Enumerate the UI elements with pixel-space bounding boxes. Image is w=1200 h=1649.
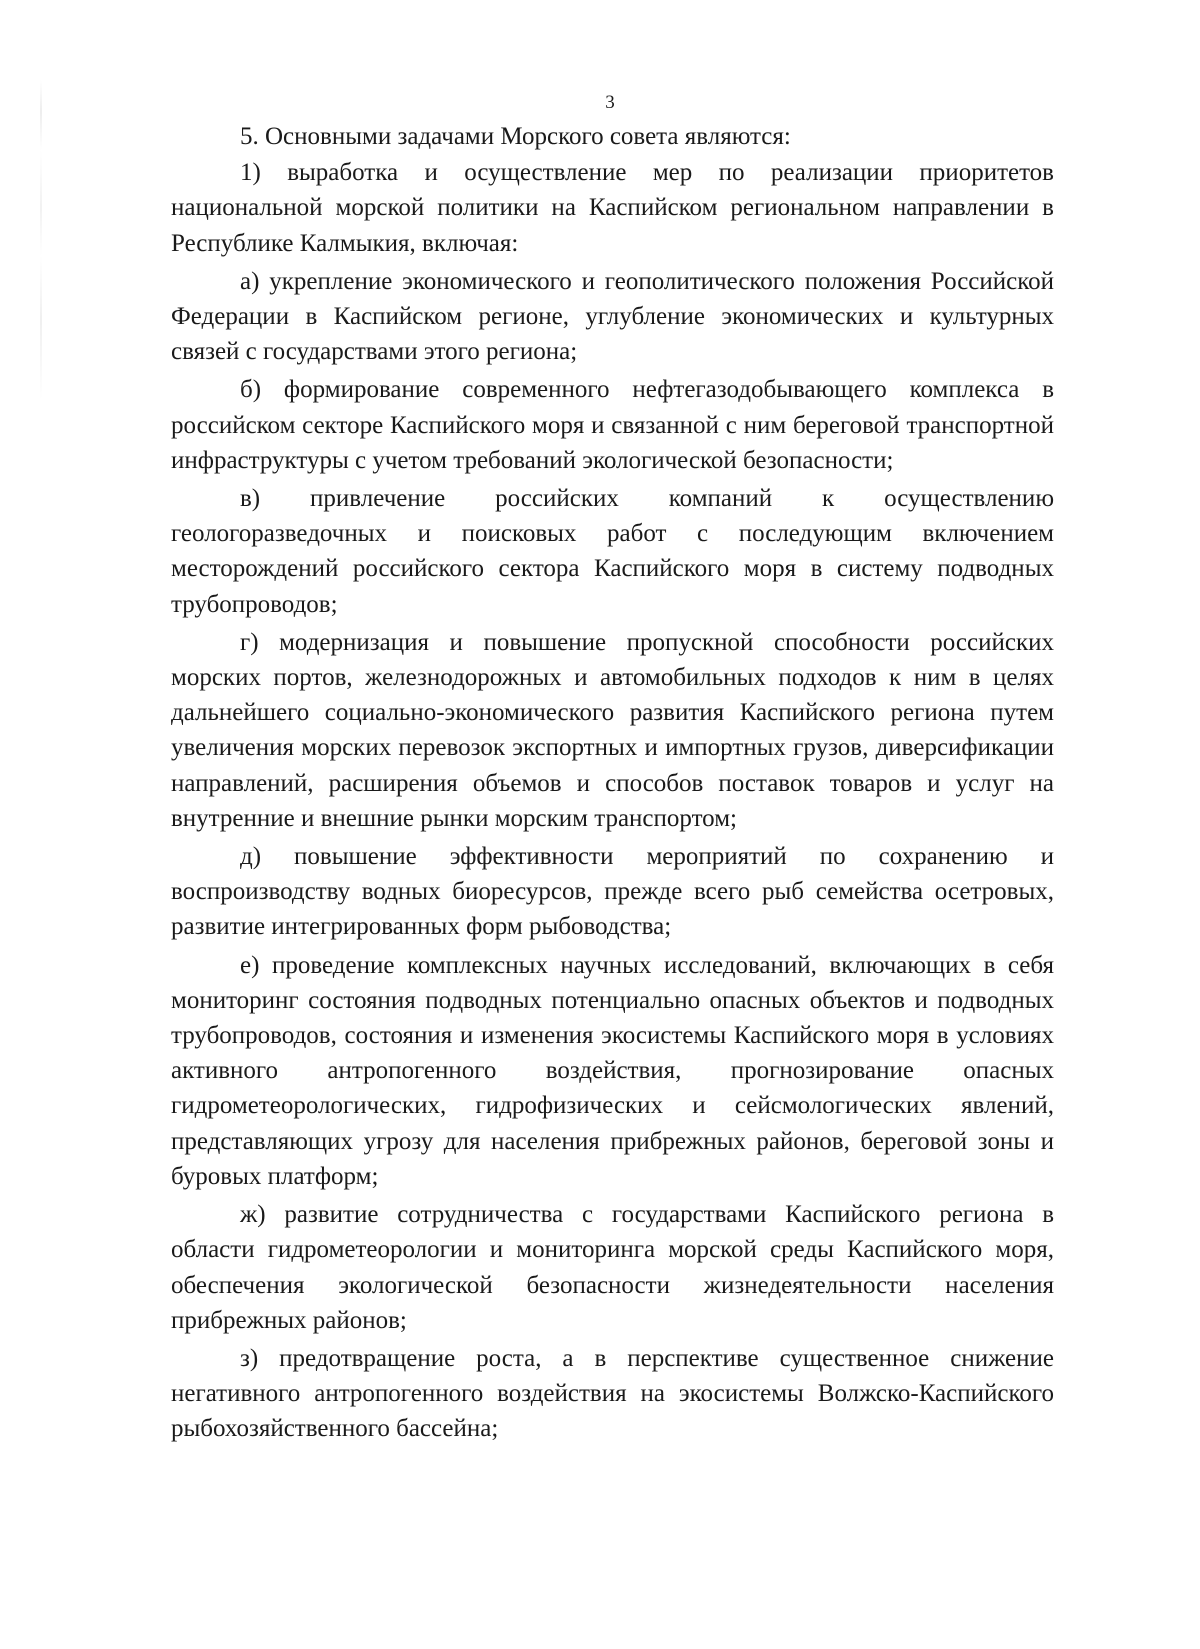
section-heading-tasks: 5. Основными задачами Морского совета являются: bbox=[240, 123, 791, 150]
paragraph-item-z: з) предотвращение роста, а в перспективе существенное снижение негативного антропогенного воздействия на экосистемы Волжско-Каспийского рыбохозяйственного бассейна; bbox=[171, 1344, 1054, 1443]
paragraph-item-v: в) привлечение российских компаний к осуществлению геологоразведочных и поисковых работ с последующим включением месторождений российского сектора Каспийского моря в систему подводных трубопроводов; bbox=[171, 485, 1054, 618]
paragraph-item-e: е) проведение комплексных научных исследований, включающих в себя мониторинг состояния подводных потенциально опасных объектов и подводных трубопроводов, состояния и изменения экосистемы Каспийского моря в условиях активного антропогенного воздействия, прогнозирование опасных гидрометеорологических, гидрофизических и сейсмологических явлений, представляющих угрозу для населения прибрежных районов, береговой зоны и буровых платформ; bbox=[171, 951, 1054, 1190]
document-body bbox=[171, 119, 1054, 1447]
paragraph-item-b: б) формирование современного нефтегазодобывающего комплекса в российском секторе Каспийского моря и связанной с ним береговой транспортной инфраструктуры с учетом требований экологической безопасности; bbox=[171, 376, 1054, 474]
page-number: 3 bbox=[605, 92, 615, 113]
paragraph-item-a: а) укрепление экономического и геополитического положения Российской Федерации в Каспийском регионе, углубление экономических и культурных связей с государствами этого региона; bbox=[171, 267, 1054, 366]
scan-margin-artifact bbox=[40, 80, 42, 400]
paragraph-item-d: д) повышение эффективности мероприятий по сохранению и воспроизводству водных биоресурсов, прежде всего рыб семейства осетровых, развитие интегрированных форм рыбоводства; bbox=[171, 843, 1054, 941]
paragraph-item-zh: ж) развитие сотрудничества с государствами Каспийского региона в области гидрометеорологии и мониторинга морской среды Каспийского моря, обеспечения экологической безопасности жизнедеятельности населения прибрежных районов; bbox=[171, 1201, 1054, 1334]
paragraph-item-1: 1) выработка и осуществление мер по реализации приоритетов национальной морской политики на Каспийском региональном направлении в Республике Калмыкия, включая: bbox=[171, 159, 1054, 257]
paragraph-item-g: г) модернизация и повышение пропускной способности российских морских портов, железнодорожных и автомобильных подходов к ним в целях дальнейшего социально-экономического развития Каспийского региона путем увеличения морских перевозок экспортных и импортных грузов, диверсификации направлений, расширения объемов и способов поставок товаров и услуг на внутренние и внешние рынки морским транспортом; bbox=[171, 628, 1054, 832]
